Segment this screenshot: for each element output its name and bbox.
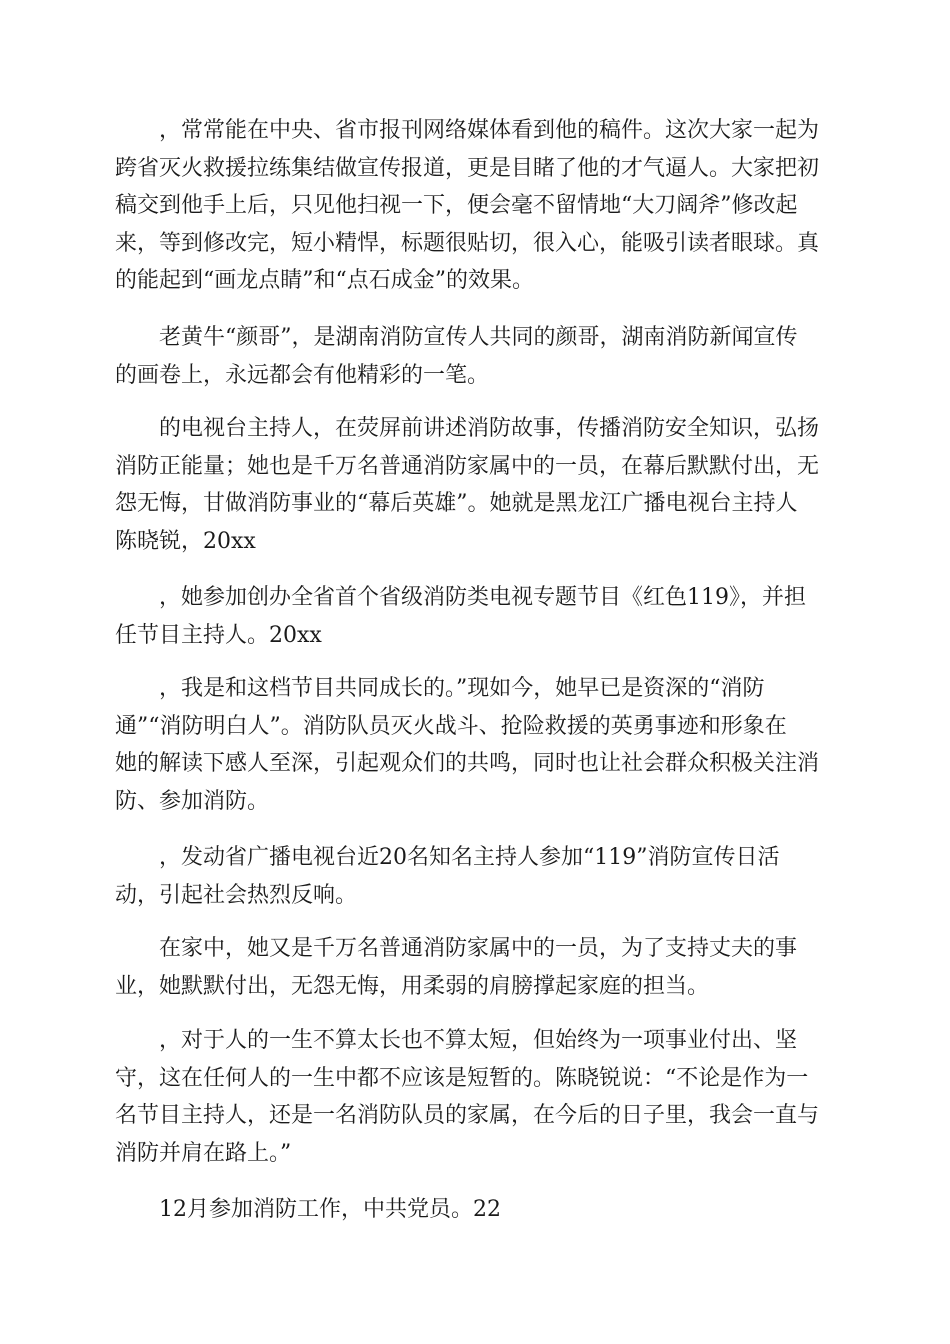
paragraph-5 bbox=[115, 670, 835, 820]
paragraph-2 bbox=[115, 319, 835, 394]
paragraph-3 bbox=[115, 410, 835, 560]
paragraph-4 bbox=[115, 579, 835, 654]
text-line: 消防正能量；她也是千万名普通消防家属中的一员，在幕后默默付出，无 bbox=[115, 453, 820, 479]
text-line: 在家中，她又是千万名普通消防家属中的一员，为了支持丈夫的事 bbox=[115, 936, 798, 961]
text-line: 怨无悔，甘做消防事业的“幕后英雄”。她就是黑龙江广播电视台主持人 bbox=[115, 491, 798, 516]
text-line: 任节目主持人。20xx bbox=[115, 622, 322, 648]
paragraph-1 bbox=[115, 112, 835, 300]
text-line: 来，等到修改完，短小精悍，标题很贴切，很入心，能吸引读者眼球。真 bbox=[115, 230, 820, 256]
text-line: 防、参加消防。 bbox=[115, 788, 270, 814]
text-line: 陈晓锐，20xx bbox=[115, 528, 256, 554]
text-line: 她的解读下感人至深，引起观众们的共鸣，同时也让社会群众积极关注消 bbox=[115, 751, 820, 776]
text-line: 12月参加消防工作，中共党员。22 bbox=[115, 1197, 501, 1222]
text-line: 的画卷上，永远都会有他精彩的一笔。 bbox=[115, 362, 490, 388]
text-line: 动，引起社会热烈反响。 bbox=[115, 882, 358, 908]
paragraph-8 bbox=[115, 1022, 835, 1172]
paragraph-9 bbox=[115, 1191, 835, 1229]
text-line: ，发动省广播电视台近20名知名主持人参加“119”消防宣传日活 bbox=[115, 845, 780, 870]
text-line: 名节目主持人，还是一名消防队员的家属，在今后的日子里，我会一直与 bbox=[115, 1103, 820, 1128]
text-line: 守，这在任何人的一生中都不应该是短暂的。陈晓锐说：“不论是作为一 bbox=[115, 1065, 809, 1091]
text-line: ，她参加创办全省首个省级消防类电视专题节目《红色119》，并担 bbox=[115, 585, 806, 610]
text-line: ，常常能在中央、省市报刊网络媒体看到他的稿件。这次大家一起为 bbox=[115, 118, 820, 143]
paragraph-7 bbox=[115, 930, 835, 1005]
text-line: 业，她默默付出，无怨无悔，用柔弱的肩膀撑起家庭的担当。 bbox=[115, 973, 710, 999]
text-line: ，我是和这档节目共同成长的。”现如今，她早已是资深的“消防 bbox=[115, 676, 765, 701]
text-line: ，对于人的一生不算太长也不算太短，但始终为一项事业付出、坚 bbox=[115, 1028, 798, 1053]
text-line: 老黄牛“颜哥”，是湖南消防宣传人共同的颜哥，湖南消防新闻宣传 bbox=[115, 325, 798, 350]
text-line: 稿交到他手上后，只见他扫视一下，便会毫不留情地“大刀阔斧”修改起 bbox=[115, 193, 798, 218]
text-line: 消防并肩在路上。” bbox=[115, 1140, 292, 1166]
text-line: 的电视台主持人，在荧屏前讲述消防故事，传播消防安全知识，弘扬 bbox=[115, 416, 820, 441]
text-line: 的能起到“画龙点睛”和“点石成金”的效果。 bbox=[115, 268, 534, 293]
paragraph-6 bbox=[115, 839, 835, 914]
text-line: 跨省灭火救援拉练集结做宣传报道，更是目睹了他的才气逼人。大家把初 bbox=[115, 155, 820, 181]
text-line: 通”“消防明白人”。消防队员灭火战斗、抢险救援的英勇事迹和形象在 bbox=[115, 713, 787, 739]
